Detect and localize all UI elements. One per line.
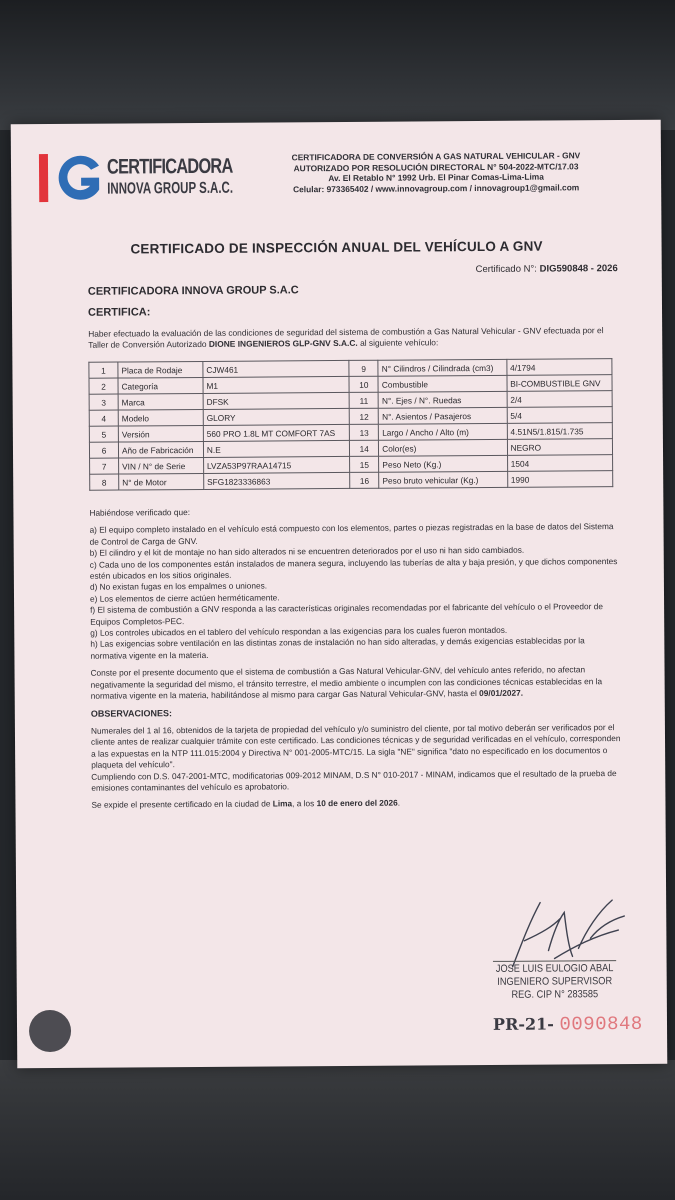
field-label: Largo / Ancho / Alto (m) xyxy=(379,423,507,440)
row-number: 16 xyxy=(350,472,379,488)
folio-prefix: PR-21- xyxy=(492,1014,554,1034)
field-value: 4.51N5/1.815/1.735 xyxy=(507,423,612,440)
certificate-number-value: DIG590848 - 2026 xyxy=(539,263,618,275)
field-label: VIN / N° de Serie xyxy=(119,457,204,474)
issue-paragraph xyxy=(91,796,623,811)
conste-text: Conste por el presente documento que el sistema de combustión a Gas Natural Vehicular-GNV, del vehículo antes referido, no afectan negativamente la seguridad del mismo, el tránsito terrestre, el medio ambiente o incumplen con las condiciones técnicas establecidas en la normativa vigente en la materia, habilitándose al mismo para cargar Gas Natural Vehicular-GNV, hasta el xyxy=(90,664,603,701)
row-number: 9 xyxy=(349,360,378,376)
field-value: CJW461 xyxy=(203,360,349,377)
field-label: Peso bruto vehicular (Kg.) xyxy=(379,471,507,488)
certificate-number-label: Certificado N°: xyxy=(475,263,537,276)
company-logo xyxy=(37,147,237,208)
condition-item: c) Cada uno de los componentes están instalados de manera segura, incluyendo las tuberías de alta y baja presión, y que dichos componentes estén ubicados en los sitios originales. xyxy=(89,555,618,581)
certificate-paper xyxy=(11,120,668,1069)
field-label: Modelo xyxy=(118,409,203,426)
logo-name-line1: CERTIFICADORA xyxy=(106,154,233,179)
ig-logo-icon xyxy=(37,150,109,207)
issue-city: Lima xyxy=(272,798,293,809)
condition-item: h) Las exigencias sobre ventilación en las distintas zonas de instalación no han sido alteradas, y demás exigencias establecidas por la normativa vigente en la materia. xyxy=(90,635,585,661)
field-value: BI-COMBUSTIBLE GNV xyxy=(507,375,612,392)
row-number: 1 xyxy=(89,362,118,378)
row-number: 10 xyxy=(349,376,378,392)
field-label: N°. Asientos / Pasajeros xyxy=(379,407,507,424)
certificate-number xyxy=(476,263,618,275)
field-value: LVZA53P97RAA14715 xyxy=(203,456,349,473)
field-value: 560 PRO 1.8L MT COMFORT 7AS xyxy=(203,424,349,441)
document-title: CERTIFICADO DE INSPECCIÓN ANUAL DEL VEHÍCULO A GNV xyxy=(130,238,543,257)
field-value: SFG1823336863 xyxy=(204,472,350,489)
row-number: 5 xyxy=(89,426,118,442)
vehicle-table xyxy=(88,358,613,491)
intro-paragraph xyxy=(88,325,618,351)
issue-text: , a los xyxy=(292,798,317,809)
signer-name: JOSE LUIS EULOGIO ABAL xyxy=(495,962,614,975)
row-number: 2 xyxy=(89,378,118,394)
condition-item: f) El sistema de combustión a GNV responda a las características originales recomendadas por el fabricante del vehículo o el Proveedor de Equipos Completos-PEC. xyxy=(90,601,603,627)
row-number: 14 xyxy=(350,440,379,456)
observation-text: Cumpliendo con D.S. 047-2001-MTC, modificatorias 009-2012 MINAM, D.S N° 010-2017 - MINAM, indicamos que el resultado de la prueba de emisiones contaminantes del vehículo es aprobatorio. xyxy=(91,767,617,793)
row-number: 8 xyxy=(90,474,119,490)
handwritten-signature xyxy=(494,890,635,971)
field-label: N° de Motor xyxy=(119,473,204,490)
intro-text: Haber efectuado la evaluación de las condiciones de seguridad del sistema de combustión a Gas Natural Vehicular - GNV efectuada por el Taller de Conversión Autorizado xyxy=(88,325,604,350)
field-value: 2/4 xyxy=(507,391,612,408)
signature-block xyxy=(484,960,625,1002)
field-label: Categoría xyxy=(118,377,203,394)
vehicle-table-row xyxy=(90,471,613,491)
row-number: 3 xyxy=(89,394,118,410)
background-bottom xyxy=(0,1060,675,1200)
observations-heading: OBSERVACIONES: xyxy=(90,707,173,719)
intro-text-end: al siguiente vehículo: xyxy=(357,337,439,348)
condition-item: a) El equipo completo instalado en el vehículo está compuesto con los elementos, partes o piezas registradas en la base de datos del Sistema de Control de Carga de GNV. xyxy=(89,521,614,547)
company-header-info xyxy=(266,150,606,194)
signer-role: INGENIERO SUPERVISOR xyxy=(497,975,613,988)
field-label: Color(es) xyxy=(379,439,507,456)
header-line: Celular: 973365402 / www.innovagroup.com / innovagroup1@gmail.com xyxy=(293,181,580,194)
condition-item: d) No existan fugas en los empalmes o uniones. xyxy=(89,580,268,593)
field-label: Versión xyxy=(118,425,203,442)
logo-name-line2: INNOVA GROUP S.A.C. xyxy=(107,179,234,198)
workshop-name: DIONE INGENIEROS GLP-GNV S.A.C. xyxy=(208,337,358,349)
conste-paragraph xyxy=(91,664,623,702)
row-number: 6 xyxy=(89,442,118,458)
row-number: 15 xyxy=(350,456,379,472)
condition-item: b) El cilindro y el kit de montaje no han sido alterados ni se encuentren deteriorados por el uso ni han sido cambiados. xyxy=(89,544,525,558)
header-line: AUTORIZADO POR RESOLUCIÓN DIRECTORAL N° 504-2022-MTC/17.03 xyxy=(293,160,579,173)
field-value: 1990 xyxy=(507,471,612,488)
signer-registration: REG. CIP N° 283585 xyxy=(511,988,599,1001)
condition-item: e) Los elementos de cierre actúen herméticamente. xyxy=(89,592,280,604)
field-value: N.E xyxy=(203,440,349,457)
observation-text: Numerales del 1 al 16, obtenidos de la tarjeta de propiedad del vehículo y/o suministro del cliente, por tal motivo deberán ser verificados por el cliente antes de realizar cualquier trámite con este certificado. Las condiciones técnicas y de seguridad verificadas en el vehículo, corresponden a las expuestas en la NTP 111.015:2004 y Directiva N° 001-2005-MTC/15. La sigla "NE" significa "dato no especificado en los documentos o plaqueta del vehículo". xyxy=(90,721,621,770)
certifica-heading: CERTIFICA: xyxy=(87,306,151,319)
field-label: Placa de Rodaje xyxy=(118,361,203,378)
header-line: Av. El Retablo N° 1992 Urb. El Pinar Comas-Lima-Lima xyxy=(328,171,544,184)
company-name: CERTIFICADORA INNOVA GROUP S.A.C xyxy=(87,284,299,298)
issue-text: . xyxy=(397,797,401,808)
field-value: GLORY xyxy=(203,408,349,425)
verified-intro: Habiéndose verificado que: xyxy=(89,507,191,518)
issue-date: 10 de enero del 2026 xyxy=(316,797,398,809)
field-label: Marca xyxy=(118,393,203,410)
field-label: Año de Fabricación xyxy=(118,441,203,458)
certificate-body xyxy=(89,504,623,811)
field-label: N°. Ejes / N°. Ruedas xyxy=(378,391,506,408)
field-value: 4/1794 xyxy=(507,359,612,376)
field-label: Peso Neto (Kg.) xyxy=(379,455,507,472)
field-label: N° Cilindros / Cilindrada (cm3) xyxy=(378,359,506,376)
row-number: 13 xyxy=(350,424,379,440)
field-value: 1504 xyxy=(507,455,612,472)
field-value: NEGRO xyxy=(507,439,612,456)
folio-digits: 0090848 xyxy=(559,1012,643,1036)
field-label: Combustible xyxy=(378,375,506,392)
row-number: 7 xyxy=(90,458,119,474)
issue-text: Se expide el presente certificado en la ciudad de xyxy=(91,798,273,811)
row-number: 4 xyxy=(89,410,118,426)
field-value: 5/4 xyxy=(507,407,612,424)
folio-number xyxy=(493,1013,643,1036)
valid-until-date: 09/01/2027. xyxy=(479,687,524,699)
field-value: M1 xyxy=(203,376,349,393)
punch-hole xyxy=(29,1010,71,1052)
row-number: 11 xyxy=(349,392,378,408)
header-line: CERTIFICADORA DE CONVERSIÓN A GAS NATURAL VEHICULAR - GNV xyxy=(291,150,581,163)
background-top xyxy=(0,0,675,130)
row-number: 12 xyxy=(350,408,379,424)
condition-item: g) Los controles ubicados en el tablero del vehículo respondan a las exigencias para los cuales fueron montados. xyxy=(90,624,508,638)
field-value: DFSK xyxy=(203,392,349,409)
